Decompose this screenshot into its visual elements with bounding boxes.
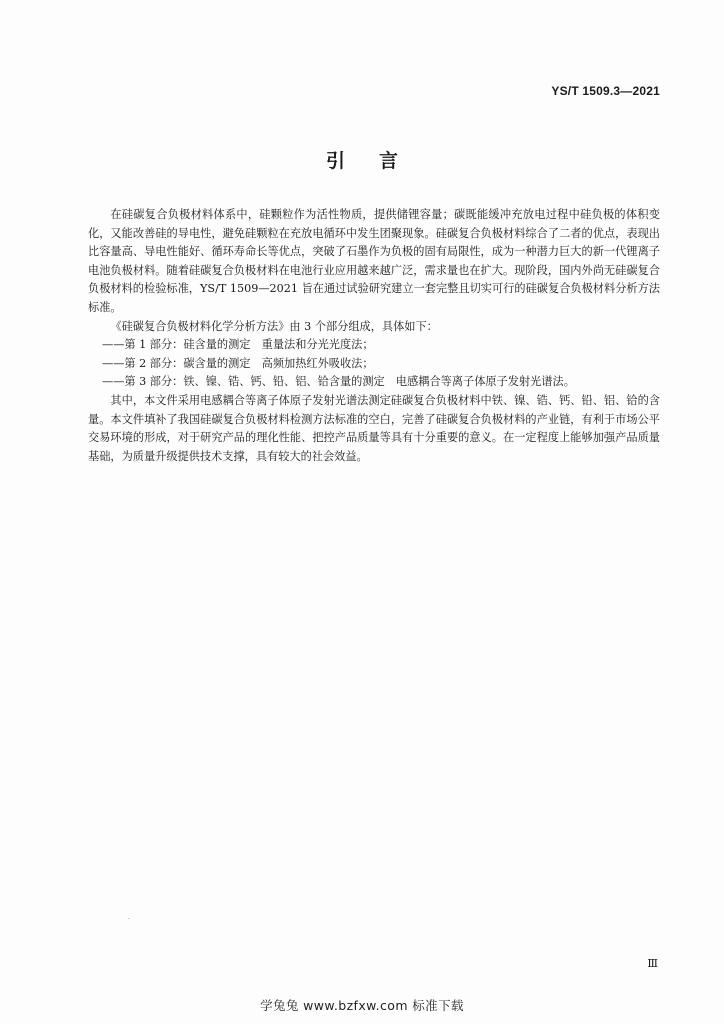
intro-paragraph: 在硅碳复合负极材料体系中，硅颗粒作为活性物质，提供储锂容量；碳既能缓冲充放电过程中硅负极的体积变化，又能改善硅的导电性，避免硅颗粒在充放电循环中发生团聚现象。硅碳复合负极材料综合了二者的优点，表现出比容量高、导电性能好、循环寿命长等优点，突破了石墨作为负极的固有局限性，成为一种潜力巨大的新一代锂离子电池负极材料。随着硅碳复合负极材料在电池行业应用越来越广泛，需求量也在扩大。现阶段，国内外尚无硅碳复合负极材料的检验标准，YS/T 1509—2021 旨在通过试验研究建立一套完整且切实可行的硅碳复合负极材料分析方法标准。	[88, 208, 660, 314]
body-text	[88, 206, 660, 466]
footer-watermark: 学兔兔 www.bzfxw.com 标准下载	[260, 998, 464, 1013]
closing-paragraph: 其中，本文件采用电感耦合等离子体原子发射光谱法测定硅碳复合负极材料中铁、镍、锆、钙、铅、铝、铪的含量。本文件填补了我国硅碳复合负极材料检测方法标准的空白，完善了硅碳复合负极材料的产业链，有利于市场公平交易环境的形成，对于研究产品的理化性能、把控产品质量等具有十分重要的意义。在一定程度上能够加强产品质量基础，为质量升级提供技术支撑，具有较大的社会效益。	[88, 393, 660, 463]
composition-paragraph: 《硅碳复合负极材料化学分析方法》由 3 个部分组成，具体如下：	[110, 319, 438, 333]
page-number: Ⅲ	[647, 957, 658, 970]
part-list-item: ——第 3 部分：铁、镍、锆、钙、铅、铝、铪含量的测定 电感耦合等离子体原子发射光谱法。	[102, 375, 575, 389]
part-list-item: ——第 2 部分：碳含量的测定 高频加热红外吸收法；	[102, 356, 374, 370]
part-list-item: ——第 1 部分：硅含量的测定 重量法和分光光度法；	[102, 338, 374, 352]
standard-code: YS/T 1509.3—2021	[551, 84, 660, 98]
stray-mark: .	[128, 914, 130, 921]
section-title: 引言	[325, 150, 432, 172]
